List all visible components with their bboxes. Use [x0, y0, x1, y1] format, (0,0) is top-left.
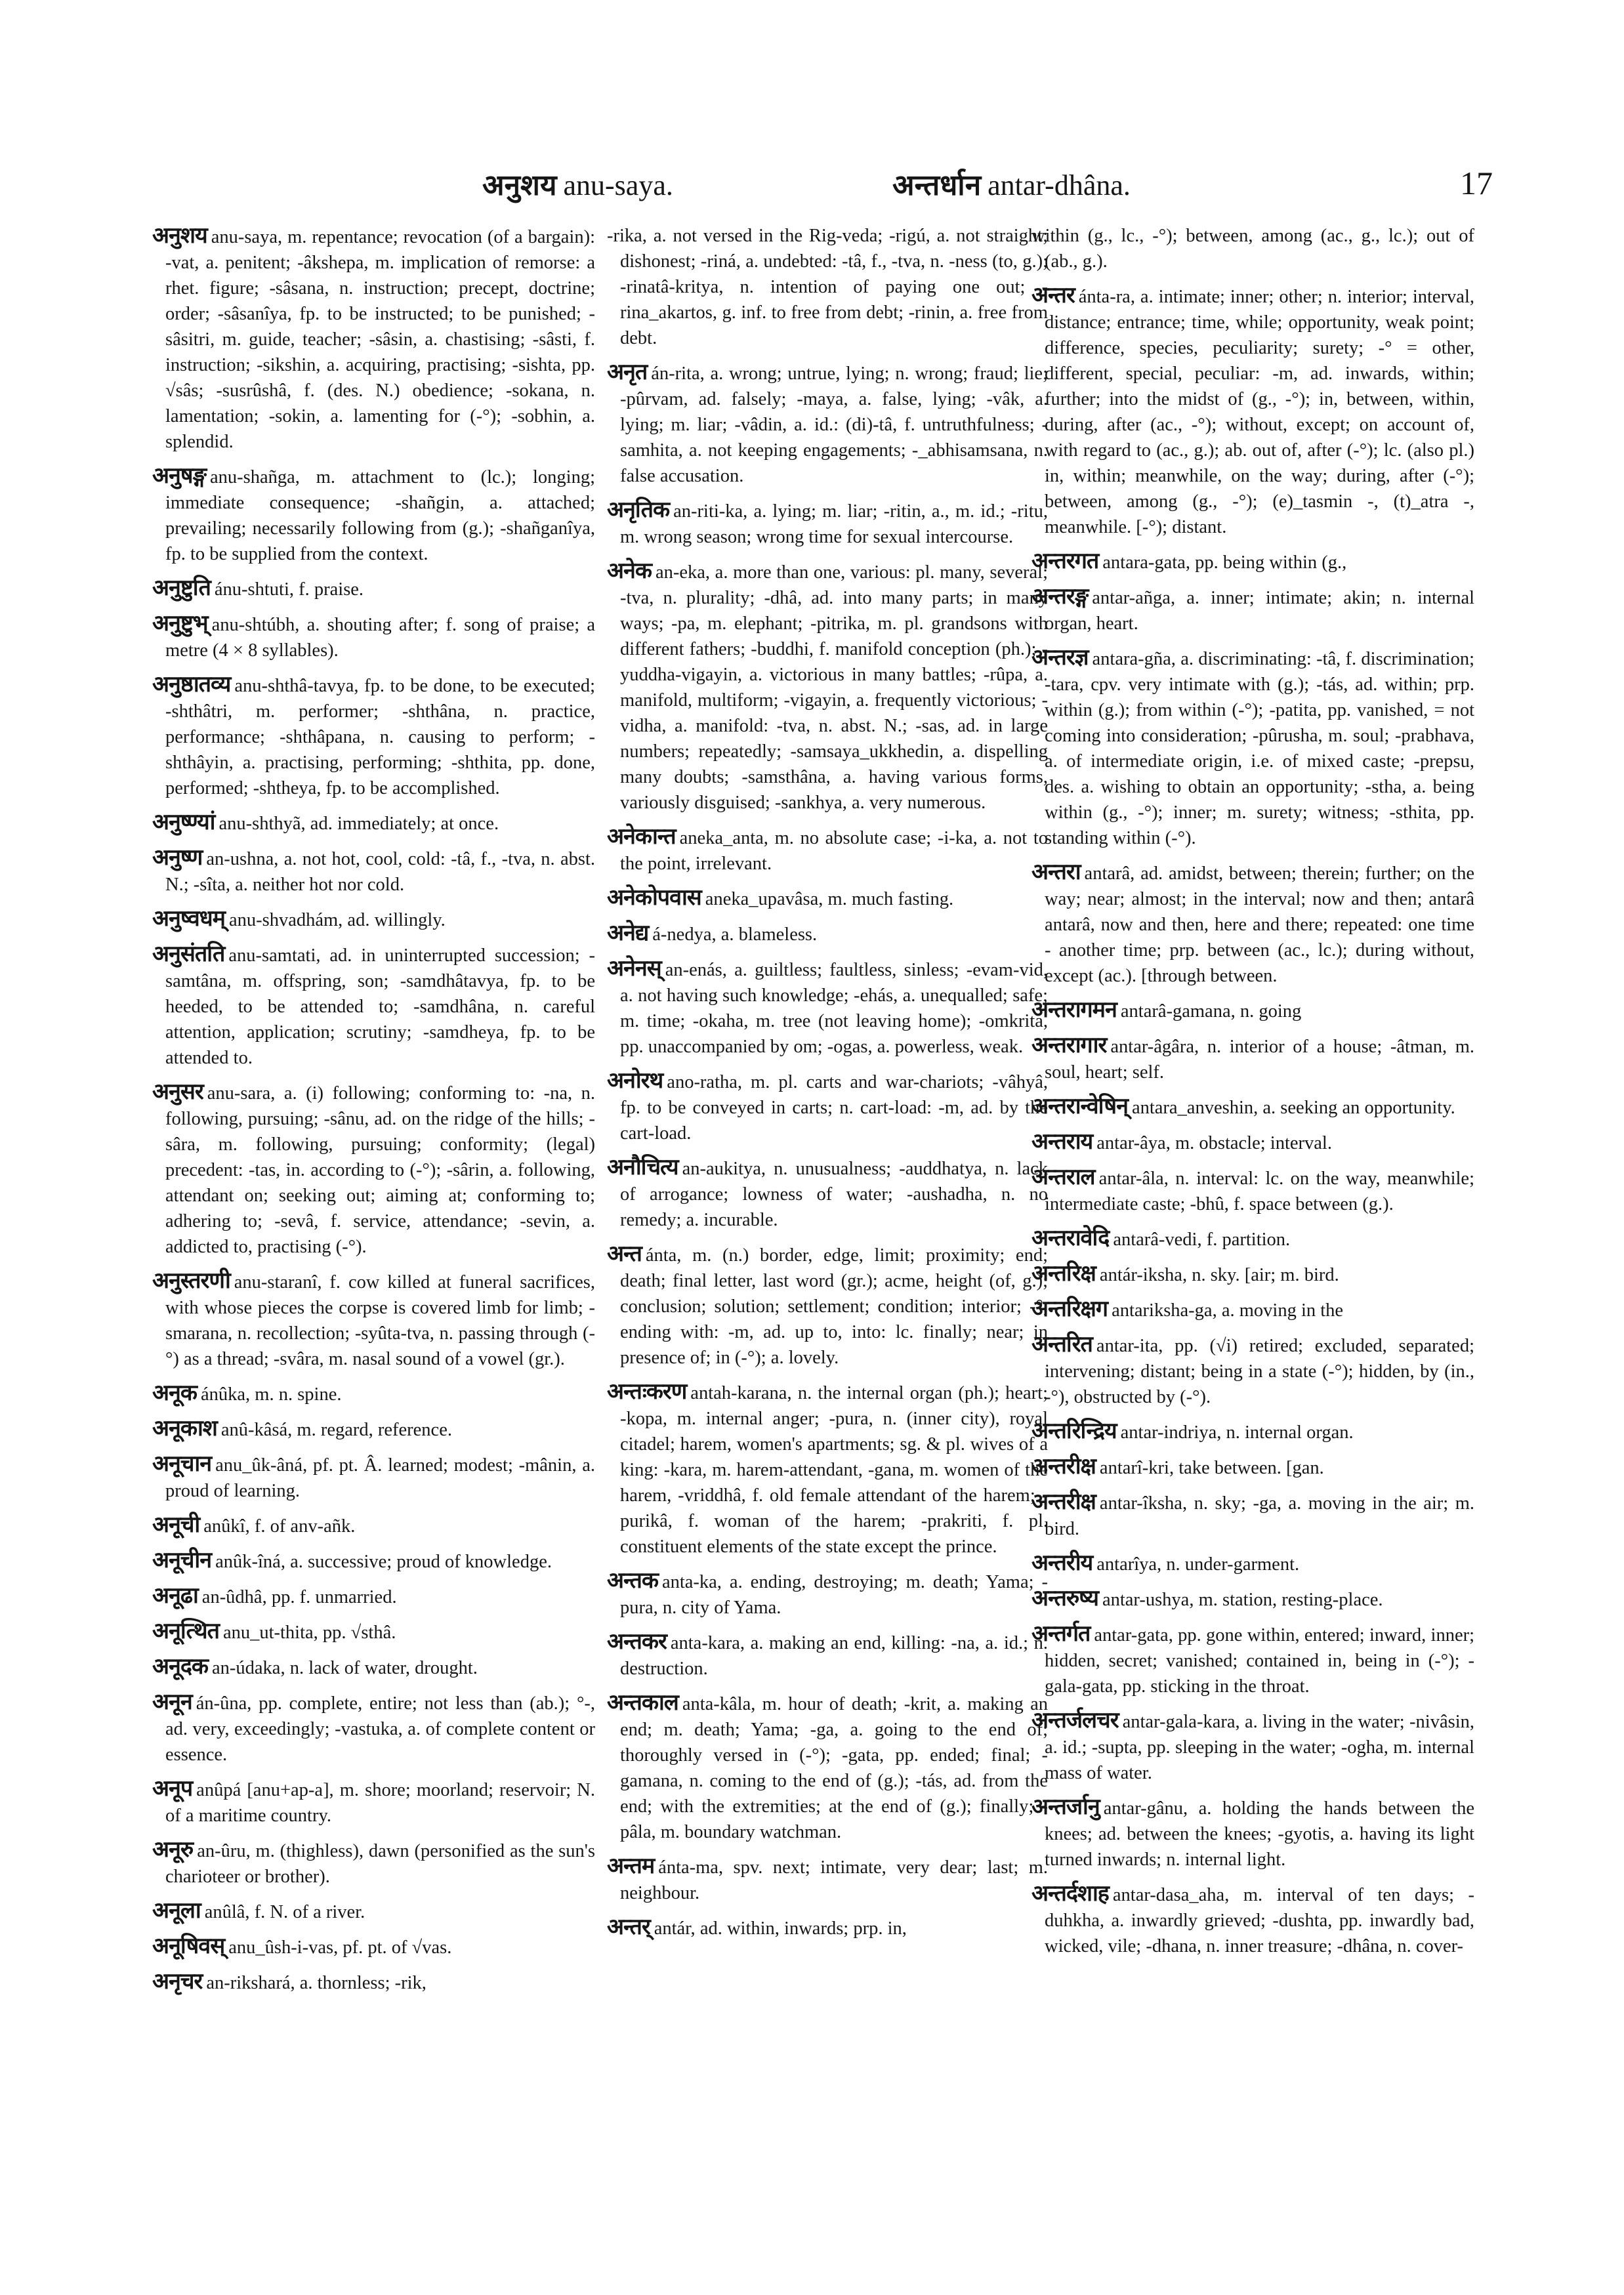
entry-definition: n. internal organ.: [1226, 1422, 1354, 1443]
entry-transliteration: anu-shvadhám,: [228, 910, 343, 930]
entry-transliteration: an-ushna,: [206, 849, 279, 869]
entry-headword-devanagari: अनूढा: [152, 1582, 198, 1609]
entry-definition: m. no absolute case; -i-ka, a. not to the point, irrelevant.: [620, 828, 1048, 874]
entry-definition: m. station, resting-place.: [1198, 1590, 1383, 1610]
dictionary-entry: [152, 941, 595, 1071]
entry-transliteration: antarîya,: [1096, 1554, 1162, 1575]
entry-definition: take between. [gan.: [1178, 1458, 1324, 1478]
entry-headword-devanagari: अनूदक: [152, 1653, 209, 1680]
entry-definition: m. attachment to (lc.); longing; immediate consequence; -shañgin, a. attached; prevailing; necessarily following from (g.); -shañganîya, fp. to be supplied from the context.: [165, 467, 595, 564]
entry-headword-devanagari: अन्तरङ्ग: [1031, 583, 1089, 610]
entry-definition: a. thornless; -rik,: [299, 1973, 427, 1993]
entry-headword-devanagari: अन्तर्जलचर: [1031, 1707, 1119, 1733]
entry-transliteration: anûk-îná,: [215, 1552, 285, 1572]
dictionary-entry: [1031, 1418, 1474, 1445]
dictionary-entry: [607, 1853, 1048, 1906]
entry-headword-devanagari: अनुसंतति: [152, 941, 225, 967]
entry-headword-devanagari: अनौचित्य: [607, 1154, 678, 1180]
entry-headword-devanagari: अनुष्ण्यां: [152, 809, 215, 835]
running-head-left-translit: anu-saya.: [563, 169, 673, 201]
dictionary-entry: [152, 906, 595, 933]
entry-transliteration: anu-saya,: [211, 227, 283, 247]
dictionary-column-3: [1031, 223, 1474, 2290]
entry-transliteration: an-rikshará,: [206, 1973, 295, 1993]
entry-headword-devanagari: अन्तरज्ञ: [1031, 644, 1089, 671]
dictionary-entry: [607, 1155, 1048, 1233]
entry-transliteration: antar-gânu,: [1103, 1798, 1188, 1819]
entry-headword-devanagari: अनुष्ठातव्य: [152, 671, 231, 697]
entry-transliteration: antarâ-vedi,: [1113, 1230, 1202, 1250]
entry-definition: a. inner; intimate; akin; n. internal organ, heart.: [1045, 588, 1474, 634]
dictionary-entry: [607, 824, 1048, 877]
dictionary-entry: [152, 810, 595, 837]
entry-definition: a. ending, destroying; m. death; Yama; -pura, n. city of Yama.: [620, 1572, 1048, 1618]
entry-definition: n. interior of a house; -âtman, m. soul, heart; self.: [1045, 1037, 1474, 1083]
entry-definition: m. interval of ten days; -duhkha, a. inwardly grieved; -dushta, pp. inwardly bad, wicked, vile; -dhana, n. inner treasure; -dhâna, n. cover-: [1045, 1885, 1474, 1956]
dictionary-entry: [152, 1548, 595, 1575]
dictionary-entry: [152, 1654, 595, 1681]
dictionary-entry: [607, 956, 1048, 1060]
entry-headword-devanagari: अन्तरा: [1031, 859, 1081, 885]
entry-transliteration: an-eka,: [655, 562, 711, 583]
entry-headword-devanagari: अनुष्टुति: [152, 575, 211, 601]
page-number: 17: [1460, 165, 1493, 201]
entry-headword-devanagari: अनृचर: [152, 1968, 203, 1995]
dictionary-entry: [1031, 223, 1474, 274]
entry-headword-devanagari: अन्तर: [1031, 282, 1075, 308]
entry-transliteration: án-ûna,: [196, 1693, 252, 1714]
dictionary-entry: [152, 463, 595, 567]
running-head-left: [482, 164, 673, 203]
entry-transliteration: antar-añga,: [1092, 588, 1176, 608]
entry-definition: f. cow killed at funeral sacrifices, with whose pieces the corpse is covered limb for limb; -smarana, n. recollection; -syûta-tva, n. passing through (-°) as a thread; -svâra, m. nasal sound of a vowel (gr.).: [165, 1272, 595, 1369]
entry-transliteration: ánûka,: [200, 1384, 251, 1405]
dictionary-column-1: [152, 223, 595, 2290]
entry-transliteration: antarâ-gamana,: [1120, 1001, 1236, 1022]
dictionary-entry: [152, 1512, 595, 1539]
entry-headword-devanagari: अन्तम: [607, 1853, 655, 1879]
dictionary-entry: [1031, 997, 1474, 1024]
entry-headword-devanagari: अन्तर्गत: [1031, 1621, 1091, 1647]
entry-headword-devanagari: अनुशय: [152, 223, 207, 249]
dictionary-entry: [1031, 1165, 1474, 1217]
dictionary-entry: [1031, 283, 1474, 540]
entry-transliteration: anu_ut-thita,: [222, 1623, 318, 1643]
entry-transliteration: anu-shthâ-tavya,: [234, 676, 359, 696]
entry-headword-devanagari: अनूचान: [152, 1451, 212, 1477]
entry-headword-devanagari: अन्तरीक्ष: [1031, 1489, 1096, 1515]
entry-transliteration: ánta,: [645, 1245, 682, 1266]
entry-transliteration: anûlâ,: [204, 1902, 250, 1922]
running-head: [0, 164, 1624, 210]
running-head-right-deva: अन्तर्धान: [892, 169, 982, 202]
entry-definition: pp. complete, entire; not less than (ab.); °-, ad. very, exceedingly; -vastuka, a. of complete content or essence.: [165, 1693, 595, 1765]
entry-definition: ad. willingly.: [347, 910, 446, 930]
dictionary-entry: [1031, 1794, 1474, 1872]
entry-headword-devanagari: अन्तरिक्ष: [1031, 1260, 1096, 1287]
dictionary-entry: [607, 497, 1048, 550]
dictionary-entry: [152, 1380, 595, 1407]
entry-transliteration: an-enás,: [665, 960, 727, 980]
entry-transliteration: aneka_anta,: [679, 828, 768, 848]
entry-headword-devanagari: अन्तरीय: [1031, 1550, 1093, 1576]
entry-transliteration: anu-shañga,: [210, 467, 300, 487]
entry-headword-devanagari: अनेक: [607, 558, 652, 584]
entry-headword-devanagari: अनेकोपवास: [607, 884, 701, 911]
entry-transliteration: anu-shthyã,: [219, 814, 306, 834]
dictionary-entry: [1031, 548, 1474, 575]
entry-headword-devanagari: अनुष्वधम्: [152, 905, 225, 932]
entry-transliteration: anu_ûsh-i-vas,: [228, 1937, 339, 1958]
dictionary-entry: [607, 1068, 1048, 1146]
dictionary-entry: [607, 1568, 1048, 1621]
dictionary-entry: [1031, 1261, 1474, 1288]
dictionary-entry: [1031, 1033, 1474, 1085]
entry-definition: a. moving in the: [1221, 1300, 1344, 1321]
dictionary-entry: [607, 223, 1048, 351]
entry-transliteration: an-aukitya,: [682, 1159, 766, 1179]
entry-definition: n. going: [1239, 1001, 1302, 1022]
entry-transliteration: antar-indriya,: [1120, 1422, 1222, 1443]
entry-transliteration: antar-gala-kara,: [1122, 1712, 1240, 1732]
entry-headword-devanagari: अन्तर्जानु: [1031, 1794, 1100, 1820]
entry-headword-devanagari: अनूला: [152, 1897, 201, 1924]
entry-definition: n. under-garment.: [1166, 1554, 1300, 1575]
entry-headword-devanagari: अन्तराल: [1031, 1164, 1095, 1190]
entry-headword-devanagari: अन्तरान्वेषिन्: [1031, 1093, 1128, 1119]
entry-headword-devanagari: अनुस्तरणी: [152, 1268, 230, 1294]
dictionary-entry: [1031, 645, 1474, 851]
entry-headword-devanagari: अन्तरिन्द्रिय: [1031, 1418, 1117, 1444]
dictionary-column-2: [607, 223, 1048, 2290]
dictionary-entry: [152, 845, 595, 898]
entry-transliteration: antar-ita,: [1096, 1336, 1163, 1356]
entry-definition: m. (n.) border, edge, limit; proximity; end; death; final letter, last word (gr.); acme, height (of, g.); conclusion; solution; settlement; condition; interior; -°, ending with: -m, ad. up to, into: lc. finally; near; in presence of; in (-°); a. lovely.: [620, 1245, 1048, 1368]
entry-headword-devanagari: अन्त: [607, 1241, 642, 1267]
dictionary-entry: [152, 1268, 595, 1372]
entry-headword-devanagari: अन्तर्: [607, 1914, 650, 1940]
dictionary-entry: [152, 1776, 595, 1829]
dictionary-entry: [1031, 1621, 1474, 1699]
entry-transliteration: an-riti-ka,: [673, 501, 748, 522]
entry-headword-devanagari: अनुषङ्ग: [152, 463, 207, 489]
entry-definition: m. much fasting.: [827, 889, 954, 909]
dictionary-entry: [1031, 1226, 1474, 1252]
dictionary-entry: [1031, 1332, 1474, 1410]
entry-headword-devanagari: अनुष्ण: [152, 844, 203, 871]
entry-definition: m. pl. carts and war-chariots; -vâhyâ, fp. to be conveyed in carts; n. cart-load: -m, ad. by the cart-load.: [620, 1072, 1048, 1144]
entry-definition: ad. within, inwards; prp. in,: [699, 1918, 907, 1939]
entry-transliteration: anûkî,: [203, 1516, 250, 1537]
entry-headword-devanagari: अनेद्य: [607, 920, 649, 946]
entry-definition: [anu+ap-a], m. shore; moorland; reservoir; N. of a maritime country.: [165, 1780, 595, 1826]
entry-definition: ad. in uninterrupted succession; -samtâna, m. offspring, son; -samdhâtavya, fp. to be heeded, to be attended to; -samdhâna, n. careful attention, application; scrutiny; -samdheya, fp. to be attended to.: [165, 945, 595, 1068]
dictionary-entry: [152, 611, 595, 663]
entry-definition: spv. next; intimate, very dear; last; m. neighbour.: [620, 1857, 1048, 1903]
entry-headword-devanagari: अन्तरागार: [1031, 1032, 1107, 1058]
entry-transliteration: á-nedya,: [652, 924, 717, 945]
entry-headword-devanagari: अन्तरीक्ष: [1031, 1453, 1096, 1479]
entry-transliteration: anu-samtati,: [228, 945, 321, 966]
entry-definition: a. wrong; untrue, lying; n. wrong; fraud; lie; -pûrvam, ad. falsely; -maya, a. false, lying; -vâk, a. lying; m. liar; -vâdin, a. id.: (di)-tâ, f. untruthfulness; -samhita, a. not keeping engagements; -_abhisamsana, n. false accusation.: [620, 363, 1048, 486]
dictionary-entry: [1031, 1881, 1474, 1959]
entry-definition: a. not hot, cool, cold: -tâ, f., -tva, n. abst. N.; -sîta, a. neither hot nor cold.: [165, 849, 595, 895]
entry-transliteration: antarî-kri,: [1099, 1458, 1175, 1478]
dictionary-entry: [607, 1629, 1048, 1682]
entry-transliteration: antar-âla,: [1098, 1168, 1169, 1189]
entry-definition: a. discriminating: -tâ, f. discrimination; -tara, cpv. very intimate with (g.); -tás, ad. within; prp. within (g.); from within (-°); -patita, pp. vanished, = not coming into consideration; -pûrusha, m. soul; -prabhava, a. of intermediate origin, i.e. of mixed caste; -prepsu, des. a. wishing to obtain an opportunity; -stha, a. being within (g., -°); inner; m. surety; witness; -sthita, pp. standing within (-°).: [1045, 649, 1474, 848]
entry-headword-devanagari: अन्तरित: [1031, 1331, 1093, 1357]
entry-definition: f. of anv-añk.: [254, 1516, 356, 1537]
entry-definition: ad. amidst, between; therein; further; on the way; near; almost; in the interval; now and then; antarâ antarâ, now and then, here and there; repeated: one time - another time; prp. between (ac., lc.); during without, except (ac.). [through between.: [1045, 863, 1474, 986]
running-head-left-deva: अनुशय: [482, 169, 557, 202]
dictionary-entry: [152, 1619, 595, 1645]
entry-definition: pp. gone within, entered; inward, inner; hidden, secret; vanished; contained in, being in (-°); -gala-gata, pp. sticking in the throat.: [1045, 1625, 1474, 1697]
entry-definition: m. n. spine.: [255, 1384, 342, 1405]
entry-definition: a. seeking an opportunity.: [1262, 1098, 1455, 1118]
entry-headword-devanagari: अनूरु: [152, 1836, 194, 1863]
dictionary-entry: [1031, 1708, 1474, 1786]
dictionary-entry: [607, 558, 1048, 816]
entry-definition: n. sky; -ga, a. moving in the air; m. bird.: [1045, 1493, 1474, 1539]
entry-definition: f. partition.: [1206, 1230, 1291, 1250]
entry-definition: a. guiltless; faultless, sinless; -evam-vid, a. not having such knowledge; -ehás, a. unequalled; safe; m. time; -okaha, m. tree (not leaving home); -omkrita, pp. unaccompanied by om; -ogas, a. powerless, weak.: [620, 960, 1048, 1057]
entry-headword-devanagari: अन्तकर: [607, 1628, 667, 1655]
entry-definition: a. making an end, killing: -na, a. id.; n. destruction.: [620, 1633, 1048, 1679]
entry-definition: a. intimate; inner; other; n. interior; interval, distance; entrance; time, while; opportunity, weak point; difference, species, peculiarity; surety; -° = other, different, special, peculiar: -m, ad. inwards, within; further; into the midst of (g., -°); in, between, within, during, after (ac., -°); without, except; on account of, with regard to (ac., g.); ab. out of, after (-°); lc. (also pl.) in, within; meanwhile, on the way; during, after (-°); between, among (g., -°); (e)_tasmin -, (t)_atra -, meanwhile. [-°); distant.: [1045, 287, 1474, 537]
entry-headword-devanagari: अनेनस्: [607, 955, 661, 982]
entry-definition: pf. pt. Â. learned; modest; -mânin, a. proud of learning.: [165, 1455, 595, 1501]
entry-transliteration: án-rita,: [651, 363, 705, 384]
entry-transliteration: anû-kâsá,: [220, 1420, 293, 1440]
dictionary-entry: [607, 885, 1048, 912]
entry-headword-devanagari: अनुसर: [152, 1079, 203, 1105]
entry-transliteration: anta-kâla,: [682, 1694, 756, 1714]
entry-headword-devanagari: अनूची: [152, 1512, 200, 1538]
entry-transliteration: antar-ushya,: [1102, 1590, 1194, 1610]
entry-definition: pf. pt. of √vas.: [343, 1937, 452, 1958]
entry-definition: n. lack of water, drought.: [289, 1658, 478, 1678]
entry-definition: pp. being within (g.,: [1195, 552, 1347, 573]
dictionary-entry: [1031, 1296, 1474, 1323]
entry-headword-devanagari: अनून: [152, 1689, 192, 1715]
entry-definition: pp. √sthâ.: [322, 1623, 396, 1643]
entry-headword-devanagari: अनूप: [152, 1775, 193, 1802]
dictionary-entry: [1031, 859, 1474, 989]
dictionary-entry: [1031, 1550, 1474, 1577]
entry-definition: a. holding the hands between the knees; ad. between the knees; -gyotis, a. having its light turned inwards; n. internal light.: [1045, 1798, 1474, 1870]
entry-definition: n. the internal organ (ph.); heart; -kopa, m. internal anger; -pura, n. (inner city), royal citadel; harem, women's apartments; sg. & pl. wives of a king: -kara, m. harem-attendant, -gana, m. women of the harem, -vriddhâ, f. old female attendant of the harem; -purikâ, f. woman of the harem; -prakriti, f. pl. constituent elements of the state except the prince.: [620, 1383, 1048, 1557]
entry-headword-devanagari: अनुष्टुभ्: [152, 610, 208, 636]
entry-transliteration: antarâ,: [1084, 863, 1135, 884]
entry-definition: a. (i) following; conforming to: -na, n. following, pursuing; -sânu, ad. on the ridge of the hills; -sâra, m. following, pursuing; conformity; (legal) precedent: -tas, in. according to (-°); -sârin, a. following, attendant on; seeking out; aiming at; conforming to; adhering to; -sevâ, f. service, attendance; -sevin, a. addicted to, practising (-°).: [165, 1083, 595, 1257]
entry-transliteration: an-ûru,: [197, 1841, 251, 1861]
entry-definition: f. praise.: [299, 579, 364, 600]
entry-definition: pp. f. unmarried.: [271, 1587, 397, 1607]
entry-headword-devanagari: अन्तरिक्षग: [1031, 1296, 1108, 1322]
running-head-right: [892, 164, 1131, 203]
entry-transliteration: aneka_upavâsa,: [705, 889, 823, 909]
entry-headword-devanagari: अन्तर्दशाह: [1031, 1880, 1109, 1907]
entry-definition: -rika, a. not versed in the Rig-veda; -rigú, a. not straight; dishonest; -riná, a. undebted: -tâ, f., -tva, n. -ness (to, g.); -rinatâ-kritya, n. intention of paying one out; -rina_akartos, g. inf. to free from debt; -rinin, a. free from debt.: [607, 226, 1048, 348]
entry-headword-devanagari: अन्तःकरण: [607, 1378, 687, 1405]
entry-transliteration: antar-dasa_aha,: [1112, 1885, 1230, 1905]
dictionary-entry: [152, 672, 595, 801]
entry-definition: a. shouting after; f. song of praise; a metre (4 × 8 syllables).: [165, 615, 595, 661]
entry-definition: a. living in the water; -nivâsin, a. id.; -supta, pp. sleeping in the water; -ogha, m. internal mass of water.: [1045, 1712, 1474, 1783]
entry-transliteration: antar-îksha,: [1099, 1493, 1188, 1514]
dictionary-entry: [152, 1451, 595, 1504]
entry-definition: m. hour of death; -krit, a. making an end; m. death; Yama; -ga, a. going to the end of; thoroughly versed in (-°); -gata, pp. ended; final; -gamana, n. coming to the end of (g.); -tás, ad. from the end; with the extremities; at the end of (g.); finally; -pâla, m. boundary watchman.: [620, 1694, 1048, 1842]
dictionary-entry: [607, 920, 1048, 947]
entry-definition: m. (thighless), dawn (personified as the sun's charioteer or brother).: [165, 1841, 595, 1887]
entry-definition: m. repentance; revocation (of a bargain): -vat, a. penitent; -âkshepa, m. implication of remorse: a rhet. figure; -sâsana, n. instruction; precept, doctrine; order; -sâsanîya, fp. to be instructed; to be punished; -sâsitri, m. guide, teacher; -sâsin, a. chastising; -sâsti, f. instruction; -sikshin, a. acquiring, practising; -sishta, pp. √sâs; -susrûshâ, f. (des. N.) obedience; -sokana, n. lamentation; -sokin, a. lamenting for (-°); -sobhin, a. splendid.: [165, 227, 595, 452]
entry-transliteration: antár-iksha,: [1099, 1265, 1188, 1285]
entry-headword-devanagari: अनोरथ: [607, 1067, 663, 1094]
entry-definition: n. sky. [air; m. bird.: [1192, 1265, 1339, 1285]
dictionary-entry: [152, 223, 595, 455]
dictionary-entry: [152, 1416, 595, 1443]
dictionary-entry: [607, 1241, 1048, 1371]
entry-headword-devanagari: अनूचीन: [152, 1547, 212, 1573]
entry-definition: n. interval: lc. on the way, meanwhile; intermediate caste; -bhû, f. space between (g.).: [1045, 1168, 1474, 1214]
entry-transliteration: antár,: [654, 1918, 696, 1939]
dictionary-entry: [1031, 1129, 1474, 1156]
entry-transliteration: antara-gña,: [1092, 649, 1176, 669]
dictionary-entry: [152, 1898, 595, 1925]
dictionary-entry: [1031, 1454, 1474, 1481]
dictionary-entry: [152, 1933, 595, 1960]
entry-headword-devanagari: अन्तरुष्य: [1031, 1585, 1098, 1611]
entry-headword-devanagari: अन्तक: [607, 1567, 658, 1594]
entry-transliteration: an-údaka,: [212, 1658, 285, 1678]
entry-transliteration: ánta-ma,: [658, 1857, 724, 1878]
entry-transliteration: ano-ratha,: [667, 1072, 743, 1092]
entry-transliteration: anu-staranî,: [234, 1272, 322, 1292]
entry-headword-devanagari: अनृत: [607, 359, 648, 385]
entry-definition: within (g., lc., -°); between, among (ac., g., lc.); out of (ab., g.).: [1031, 226, 1474, 272]
dictionary-entry: [607, 1690, 1048, 1845]
entry-headword-devanagari: अनूत्थित: [152, 1618, 219, 1644]
entry-definition: m. regard, reference.: [297, 1420, 452, 1440]
entry-transliteration: antar-gata,: [1094, 1625, 1173, 1645]
entry-definition: a. successive; proud of knowledge.: [290, 1552, 552, 1572]
entry-transliteration: anta-ka,: [661, 1572, 722, 1592]
entry-definition: f. N. of a river.: [254, 1902, 365, 1922]
running-head-right-translit: antar-dhâna.: [988, 169, 1131, 201]
dictionary-entry: [152, 1079, 595, 1260]
entry-transliteration: antah-karana,: [690, 1383, 792, 1403]
entry-transliteration: ánu-shtuti,: [214, 579, 295, 600]
entry-definition: pp. (√i) retired; excluded, separated; intervening; distant; being in a state (-°); hidden, by (in., -°), obstructed by (-°).: [1045, 1336, 1474, 1407]
dictionary-entry: [1031, 584, 1474, 636]
entry-headword-devanagari: अन्तराय: [1031, 1128, 1093, 1155]
dictionary-entry: [607, 360, 1048, 489]
entry-headword-devanagari: अनूषिवस्: [152, 1933, 225, 1959]
dictionary-entry: [607, 1914, 1048, 1941]
dictionary-entry: [152, 575, 595, 602]
entry-headword-devanagari: अनूक: [152, 1380, 197, 1406]
entry-transliteration: anta-kara,: [670, 1633, 745, 1653]
entry-transliteration: an-ûdhâ,: [201, 1587, 267, 1607]
entry-transliteration: anu-sara,: [207, 1083, 276, 1104]
dictionary-entry: [607, 1379, 1048, 1560]
entry-transliteration: anûpá: [196, 1780, 241, 1800]
entry-definition: fp. to be done, to be executed; -shthâtri, m. performer; -shthâna, n. practice, performance; -shthâpana, n. causing to perform; -shthâyin, a. practising, performing; -shthita, pp. done, performed; -shtheya, fp. to be accomplished.: [165, 676, 595, 798]
entry-definition: n. unusualness; -auddhatya, n. lack of arrogance; lowness of water; -aushadha, n. no remedy; a. incurable.: [620, 1159, 1048, 1230]
entry-transliteration: antar-âgâra,: [1110, 1037, 1199, 1057]
entry-headword-devanagari: अनूकाश: [152, 1415, 217, 1441]
entry-definition: a. lying; m. liar; -ritin, a., m. id.; -ritu, m. wrong season; wrong time for sexual intercourse.: [620, 501, 1048, 547]
entry-headword-devanagari: अनेकान्त: [607, 823, 676, 850]
entry-headword-devanagari: अन्तरावेदि: [1031, 1225, 1110, 1251]
entry-transliteration: antar-âya,: [1096, 1133, 1171, 1153]
entry-transliteration: antara_anveshin,: [1131, 1098, 1259, 1118]
entry-transliteration: anu_ûk-âná,: [215, 1455, 308, 1476]
dictionary-entry: [152, 1969, 595, 1996]
dictionary-entry: [1031, 1489, 1474, 1542]
entry-definition: ad. immediately; at once.: [310, 814, 499, 834]
entry-definition: m. obstacle; interval.: [1175, 1133, 1332, 1153]
entry-transliteration: antara-gata,: [1102, 552, 1190, 573]
entry-headword-devanagari: अन्तरागमन: [1031, 997, 1117, 1023]
dictionary-entry: [152, 1837, 595, 1890]
entry-headword-devanagari: अनृतिक: [607, 497, 670, 523]
entry-transliteration: antariksha-ga,: [1112, 1300, 1217, 1321]
entry-transliteration: ánta-ra,: [1078, 287, 1135, 307]
entry-headword-devanagari: अन्तरगत: [1031, 548, 1099, 574]
dictionary-entry: [152, 1689, 595, 1768]
dictionary-entry: [1031, 1586, 1474, 1613]
dictionary-entry: [152, 1583, 595, 1610]
entry-transliteration: anu-shtúbh,: [211, 615, 300, 635]
entry-definition: a. more than one, various: pl. many, several; -tva, n. plurality; -dhâ, ad. into many parts; in many ways; -pa, m. elephant; -pitrika, m. pl. grandsons with different fathers; -buddhi, f. manifold conception (ph.); -yuddha-vigayin, a. victorious in many battles; -rûpa, a. manifold, multiform; -vigayin, a. frequently victorious; -vidha, a. manifold: -tva, n. abst. N.; -sas, ad. in large numbers; repeatedly; -samsaya_ukkhedin, a. dispelling many doubts; -samsthâna, a. having various forms, variously disguised; -sankhya, a. very numerous.: [620, 562, 1048, 813]
entry-headword-devanagari: अन्तकाल: [607, 1689, 678, 1716]
dictionary-entry: [1031, 1094, 1474, 1121]
entry-definition: a. blameless.: [720, 924, 818, 945]
